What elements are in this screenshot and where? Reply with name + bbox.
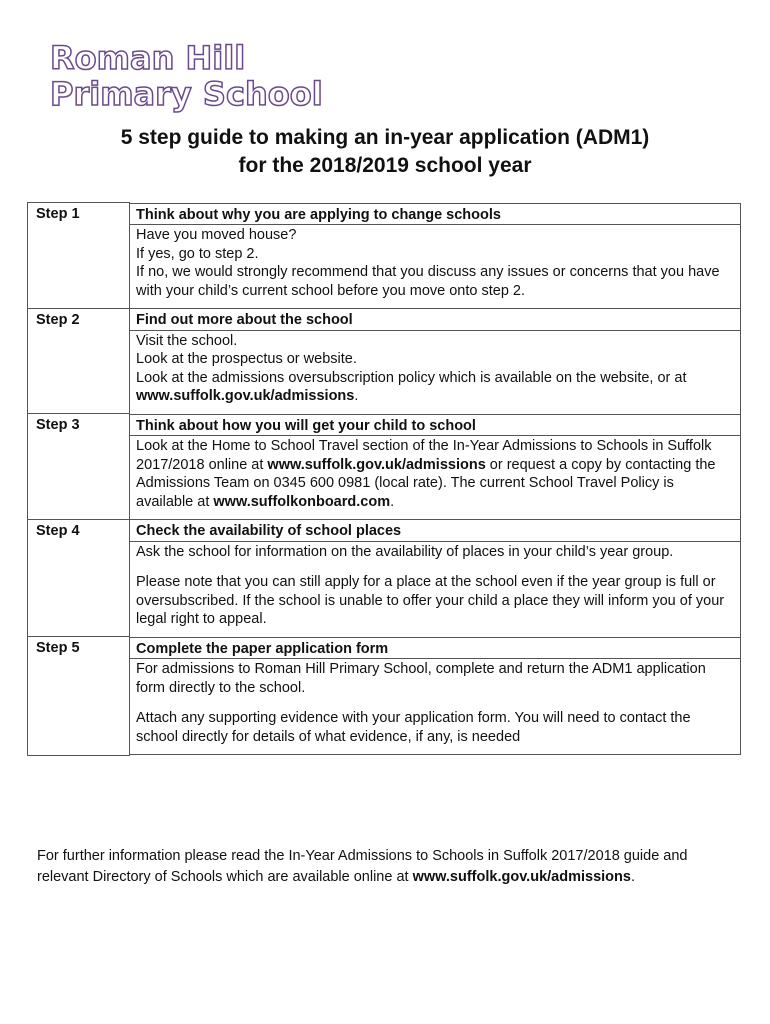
step-row-5 [28,637,741,756]
step-content [130,203,741,309]
step-line: Have you moved house? [136,227,297,243]
footer-end: . [630,868,635,885]
step-row-2 [28,308,741,414]
step-label: Step 2 [28,308,130,414]
page-title [0,124,770,180]
step-line [136,369,734,406]
travel-text-c: . [390,493,395,510]
step-body [130,659,740,755]
step-paragraph: Ask the school for information on the availability of places in your child’s year group. [136,543,674,560]
step-line [136,437,734,511]
step-label: Step 3 [28,414,130,520]
footer-admissions-link[interactable]: www.suffolk.gov.uk/admissions [412,868,631,885]
admissions-link[interactable]: www.suffolk.gov.uk/admissions [267,456,486,473]
step-paragraph: Attach any supporting evidence with your application form. You will need to contact the school directly for details of what evidence, if any, is needed [136,710,691,745]
step-label: Step 1 [28,203,130,309]
footer-note [37,846,737,887]
step-line: If yes, go to step 2. [136,245,259,262]
step-body [130,436,740,519]
step-body [130,225,740,308]
step-content [130,637,741,756]
admissions-link[interactable]: www.suffolk.gov.uk/admissions [136,388,355,404]
step-content [130,519,741,637]
step-body [130,542,740,637]
step-heading: Check the availability of school places [130,519,740,542]
step-label: Step 5 [28,637,130,756]
step-line: Visit the school. [136,332,238,349]
title-line-2: for the 2018/2019 school year [238,154,532,177]
logo-line-2: Primary School [50,75,323,113]
step-heading: Think about how you will get your child to school [130,414,740,437]
suffolkonboard-link[interactable]: www.suffolkonboard.com [213,493,391,510]
step-content [130,308,741,414]
step-heading: Complete the paper application form [130,637,740,660]
step-line: Look at the prospectus or website. [136,351,357,367]
footer-text: For further information please read the In-Year Admissions to Schools in Suffolk 2017/2018 guide and relevant Directory of Schools which are available online at [37,848,688,885]
steps-table [27,202,741,756]
step-content [130,414,741,520]
step-row-3 [28,414,741,520]
step-heading: Find out more about the school [130,308,740,331]
logo-line-1: Roman Hill [50,39,246,77]
school-logo [50,40,323,112]
step-paragraph: For admissions to Roman Hill Primary School, complete and return the ADM1 application form directly to the school. [136,661,706,696]
policy-end: . [354,388,359,404]
travel-text-b: or request a copy by contacting the Admissions Team on 0345 600 0981 (local rate). The current School Travel Policy is available at [136,456,716,510]
step-label: Step 4 [28,519,130,637]
step-paragraph: Please note that you can still apply for a place at the school even if the year group is full or oversubscribed. If the school is unable to offer your child a place they will inform you of your legal right to appeal. [136,574,725,627]
travel-text-a: Look at the Home to School Travel section of the In-Year Admissions to Schools in Suffolk 2017/2018 online at [136,438,712,473]
step-row-1 [28,203,741,309]
step-line: If no, we would strongly recommend that you discuss any issues or concerns that you have with your child’s current school before you move onto step 2. [136,264,720,299]
title-line-1: 5 step guide to making an in-year application (ADM1) [120,126,650,149]
step-heading: Think about why you are applying to change schools [130,203,740,226]
step-row-4 [28,519,741,637]
step-body [130,331,740,414]
policy-text: Look at the admissions oversubscription policy which is available on the website, or at [136,369,687,386]
